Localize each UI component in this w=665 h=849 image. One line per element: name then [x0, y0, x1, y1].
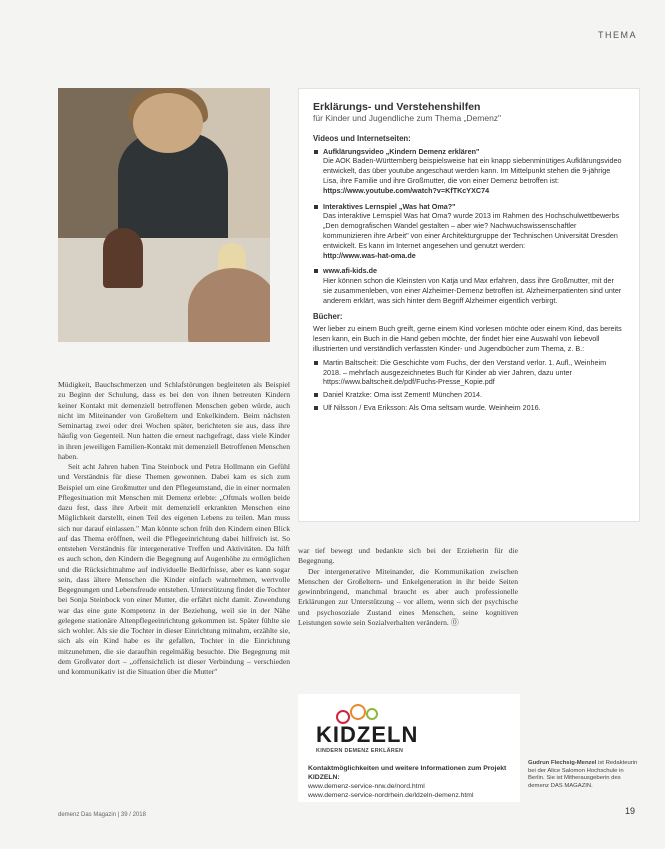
kidzeln-link[interactable]: www.demenz-service-nordrhein.de/ldzeln-demenz.html — [308, 792, 474, 799]
kidzeln-circles-icon — [336, 702, 396, 724]
kidzeln-tagline: KINDERN DEMENZ ERKLÄREN — [316, 748, 404, 754]
info-box-subtitle: für Kinder und Jugendliche zum Thema „Demenz" — [313, 113, 502, 123]
kidzeln-link[interactable]: www.demenz-service-nrw.de/nord.html — [308, 783, 425, 790]
photo-child — [188, 268, 270, 342]
article-paragraph — [298, 567, 518, 629]
list-item-title: Interaktives Lernspiel „Was hat Oma?" — [323, 201, 456, 211]
list-item — [313, 202, 625, 261]
photo-hand-puppet — [103, 228, 143, 288]
list-item — [313, 147, 625, 196]
list-item-text: Das interaktive Lernspiel Was hat Oma? wurde 2013 im Rahmen des Hochschulwettbewerbs „Den demografischen Wandel gestalten – aber wie? Nachwuchswissenschaftler kommunizieren ihre Arbeit" von einer Architekturgruppe der Technischen Universität Dresden entwickelt. Es kann im Internet angesehen und genutzt werden: — [323, 211, 620, 250]
article-paragraph: Seit acht Jahren haben Tina Steinbock und Petra Hollmann ein Gefühl und Verständnis für diese Themen gewonnen. Dabei kam es sich zum Beispiel um eine Großmutter und den Pflegeumstand, die in einer normalen Pflegesituation mit Menschen mit Demenz erlebte: „Oftmals wollen beide dazu fest, dass ihre Arbeit mit demenziell erkrankten Menschen eine Möglichkeit darstellt, einen Teil des eigenen Lebens zu teilen. Man muss sich nur darauf einlassen." Man könnte schon früh den Kindern einen Blick auf das Thema eröffnen, weil die Pflegeeinrichtung dabei hilfreich ist. So entstehen Verständnis für intergenerative Treffen und Aktivitäten. Da hilft es auch schon, den Kindern die Begegnung auf Augenhöhe zu ermöglichen und die Rücksichtnahme auf individuelle Bedürfnisse, aber es kann sogar sein, dass ältere Menschen die Kinder einfach wahrnehmen, wertvolle Begegnungen und Lebensfreude entstehen. Unterstützung findet die Tochter bei Sonja Steinbock von einer Mutter, die erfährt nicht damit. Zuwendung war das eine gute Kompetenz in der Beziehung, weil sie in der Nähe gelegene stationäre Altenpflegeeinrichtung gekommen ist. Später fühlte sie sich wohler. Als sie die Tochter in dieser Einrichtung mitnahm, erzählte sie, sich als ein Kind habe es ihr gefallen, Tochter in die Einrichtung mitzunehmen, die sie daraufhin regelmäßig besuchte. Die Begegnung mit dem Großvater dort – „offensichtlich ist dieser Verbindung – verschieden und kommunikativ ist die Situation über die Mutter" — [58, 462, 290, 676]
book-item: Ulf Nilsson / Eva Eriksson: Als Oma seltsam wurde. Weinheim 2016. — [313, 403, 625, 413]
kidzeln-contact-heading: Kontaktmöglichkeiten und weitere Informationen zum Projekt KIDZELN: — [308, 765, 507, 781]
list-item-text: Die AOK Baden-Württemberg beispielsweise hat ein knapp siebenminütiges Aufklärungsvideo entwickelt, das über youtube angeschaut werden kann. Im Mittelpunkt stehen die 9-jährige Lisa, ihre Familie und ihre Großmutter, die von einer Demenz betroffen ist: — [323, 156, 622, 185]
footer-publication: demenz Das Magazin | 39 / 2018 — [58, 812, 146, 818]
article-paragraph-text: Der intergenerative Miteinander, die Kommunikation zwischen Menschen der Großeltern- und Enkelgeneration in ihr beide Seiten gewinnbringend, manchmal braucht es aber auch professionelle Erklärungen zur Unterstützung – vor allem, wenn sich der psychische und psychosoziale Zustand eines Menschen, seine kognitiven Leistungen sowie sein Sozialverhalten verändern. — [298, 566, 518, 627]
books-intro: Wer lieber zu einem Buch greift, gerne einem Kind vorlesen möchte oder einem Kind, das bereits lesen kann, ein Buch in die Hand geben möchte, der findet hier eine Auswahl von liebevoll illustrierten und verständlich verfassten Kinder- und Jugendbücher zum Thema, z. B.: — [313, 324, 622, 353]
section-label: THEMA — [598, 30, 637, 40]
info-box-title: Erklärungs- und Verstehenshilfen — [313, 101, 481, 113]
info-box — [298, 88, 640, 522]
green-circle-icon — [366, 708, 378, 720]
article-paragraph: Müdigkeit, Bauchschmerzen und Schlafstörungen begleiteten als Beispiel zu Beginn der Schulung, dass es bei den von ihnen betreuten Kindern keiner Kontakt mit demenziell betroffenen Menschen geben würde, auch nicht im Miteinander von Großeltern und Enkelkindern. Beim nächsten Seminartag zwei oder drei Wochen später, berichteten sie aus, dass ihre häufig von Gegenteil. Nun hatten die erneut nachgefragt, dass viele Kinder in ihren jeweiligen Familien-Kontakt mit demenziell Betroffenen Menschen haben. — [58, 380, 290, 461]
article-photo — [58, 88, 270, 342]
orange-circle-icon — [350, 704, 366, 720]
kidzeln-box — [298, 694, 520, 802]
author-caption — [528, 760, 640, 790]
list-item-url[interactable]: https://www.youtube.com/watch?v=KfTKcYXC74 — [323, 185, 490, 195]
author-name: Gudrun Flechsig-Menzel — [528, 760, 597, 766]
videos-heading: Videos und Internetseiten: — [313, 133, 411, 143]
end-mark-icon: ⓪ — [450, 617, 459, 627]
book-item: Martin Baltscheit: Die Geschichte vom Fuchs, der den Verstand verlor. 1. Aufl., Weinheim 2018. – mehrfach ausgezeichnetes Buch für Kinder ab vier Jahren, dazu unter https://www.baltscheit.de/pdf/Fuchs-Presse_Kopie.pdf — [313, 358, 625, 387]
kidzeln-wordmark: KIDZELN — [316, 722, 419, 747]
list-item-title[interactable]: www.afi-kids.de — [323, 266, 378, 276]
article-column-right — [298, 546, 518, 628]
article-column-left — [58, 380, 290, 677]
list-item-title: Aufklärungsvideo „Kindern Demenz erklären" — [323, 146, 480, 156]
book-item: Daniel Kratzke: Oma isst Zement! München 2014. — [313, 390, 625, 400]
list-item — [313, 266, 625, 305]
photo-caregiver-head — [133, 93, 203, 153]
kidzeln-logo — [308, 702, 510, 760]
list-item-url[interactable]: http://www.was-hat-oma.de — [323, 250, 416, 260]
author-bio: ist Redakteurin bei der Alice Salomon Hochschule in Berlin. Sie ist Mitherausgeberin des demenz DAS MAGAZIN. — [528, 760, 638, 789]
list-item-text: Hier können schon die Kleinsten von Katja und Max erfahren, dass ihre Großmutter, mit der sie zusammenleben, von einer Alzheimer-Demenz betroffen ist. Alzheimerpatienten sind unter anderem erklärt, was sich hinter dem Begriff Alzheimer eigentlich verbirgt. — [323, 276, 622, 305]
books-heading: Bücher: — [313, 311, 343, 321]
books-list — [313, 358, 625, 413]
kidzeln-contact — [308, 764, 510, 800]
article-paragraph: war tief bewegt und bedankte sich bei der Erzieherin für die Begegnung. — [298, 546, 518, 566]
page-number: 19 — [624, 806, 635, 816]
